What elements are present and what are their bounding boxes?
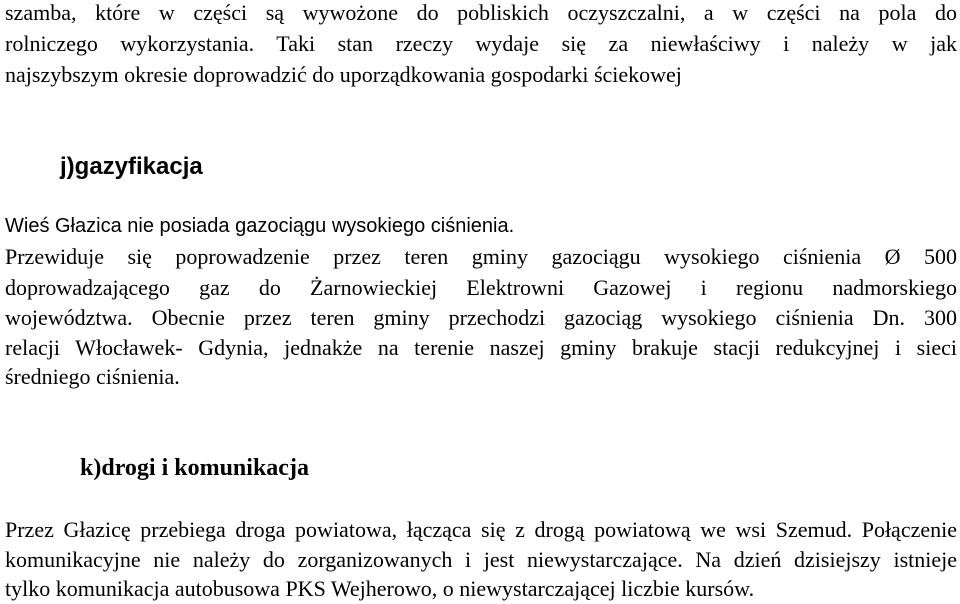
section-heading-gasification: j)gazyfikacja <box>60 153 203 180</box>
paragraph-line: relacji Włocławek- Gdynia, jednakże na terenie naszej gminy brakuje stacji redukcyjnej i sieci <box>5 335 957 360</box>
paragraph-line: średniego ciśnienia. <box>5 364 180 389</box>
paragraph-line: doprowadzającego gaz do Żarnowieckiej Elektrowni Gazowej i regionu nadmorskiego <box>5 275 957 300</box>
paragraph-line: tylko komunikacja autobusowa PKS Wejherowo, o niewystarczającej liczbie kursów. <box>5 576 755 601</box>
gasification-intro: Wieś Głazica nie posiada gazociągu wysokiego ciśnienia. <box>5 215 515 237</box>
paragraph-line: szamba, które w części są wywożone do pobliskich oczyszczalni, a w części na pola do <box>5 0 957 25</box>
paragraph-line: komunikacyjne nie należy do zorganizowanych i jest niewystarczające. Na dzień dzisiejszy istnieje <box>5 547 957 572</box>
paragraph-line: najszybszym okresie doprowadzić do uporządkowania gospodarki ściekowej <box>5 62 682 87</box>
paragraph-line: Przez Głazicę przebiega droga powiatowa, łącząca się z drogą powiatową we wsi Szemud. Połączenie <box>5 517 957 542</box>
paragraph-line: Przewiduje się poprowadzenie przez teren gminy gazociągu wysokiego ciśnienia Ø 500 <box>5 244 957 269</box>
paragraph-line: województwa. Obecnie przez teren gminy przechodzi gazociąg wysokiego ciśnienia Dn. 300 <box>5 305 957 330</box>
paragraph-line: rolniczego wykorzystania. Taki stan rzeczy wydaje się za niewłaściwy i należy w jak <box>5 31 957 56</box>
section-heading-roads: k)drogi i komunikacja <box>80 455 309 481</box>
